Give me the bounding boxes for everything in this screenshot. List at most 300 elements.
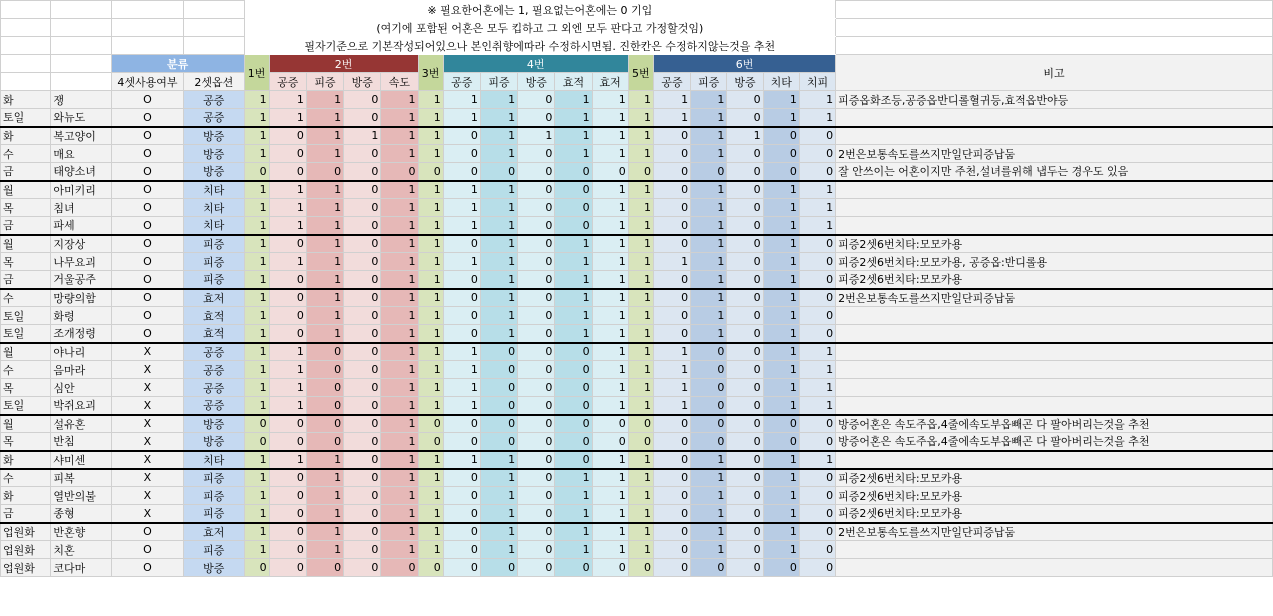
day-cell[interactable]: 목	[1, 253, 51, 271]
value-cell[interactable]: 0	[727, 253, 763, 271]
value-cell[interactable]: 1	[306, 469, 343, 487]
value-cell[interactable]: 1	[555, 289, 592, 307]
soul-name-cell[interactable]: 음마라	[51, 361, 111, 379]
value-cell[interactable]: 1	[418, 505, 443, 523]
day-cell[interactable]: 금	[1, 163, 51, 181]
value-cell[interactable]: 0	[763, 433, 799, 451]
value-cell[interactable]: 0	[592, 559, 628, 577]
value-cell[interactable]: 0	[628, 415, 653, 433]
value-cell[interactable]: 1	[763, 541, 799, 559]
value-cell[interactable]: 0	[480, 163, 517, 181]
blank-cell[interactable]	[111, 37, 183, 55]
value-cell[interactable]: 0	[592, 163, 628, 181]
value-cell[interactable]: 0	[653, 217, 690, 235]
value-cell[interactable]: 0	[443, 235, 480, 253]
value-cell[interactable]: 1	[381, 397, 418, 415]
value-cell[interactable]: 1	[244, 253, 269, 271]
value-cell[interactable]: 1	[381, 469, 418, 487]
value-cell[interactable]: 0	[653, 289, 690, 307]
value-cell[interactable]: 1	[628, 289, 653, 307]
value-cell[interactable]: 1	[269, 343, 306, 361]
value-cell[interactable]: 0	[727, 199, 763, 217]
day-cell[interactable]: 금	[1, 217, 51, 235]
opt2-cell[interactable]: 방증	[184, 145, 244, 163]
blank-cell[interactable]	[184, 1, 244, 19]
header-g6-sub[interactable]: 공증	[653, 73, 690, 91]
value-cell[interactable]: 1	[244, 271, 269, 289]
opt2-cell[interactable]: 피증	[184, 253, 244, 271]
value-cell[interactable]: 1	[244, 469, 269, 487]
value-cell[interactable]: 0	[727, 343, 763, 361]
value-cell[interactable]: 0	[799, 127, 835, 145]
set4-cell[interactable]: O	[111, 217, 183, 235]
value-cell[interactable]: 1	[480, 109, 517, 127]
value-cell[interactable]: 1	[592, 451, 628, 469]
value-cell[interactable]: 0	[306, 379, 343, 397]
set4-cell[interactable]: X	[111, 469, 183, 487]
opt2-cell[interactable]: 공증	[184, 109, 244, 127]
value-cell[interactable]: 0	[799, 145, 835, 163]
blank-cell[interactable]	[51, 55, 111, 73]
value-cell[interactable]: 0	[727, 271, 763, 289]
remark-cell[interactable]: 피증2셋6번치타:모모카용	[836, 469, 1273, 487]
value-cell[interactable]: 1	[691, 505, 727, 523]
value-cell[interactable]: 0	[691, 343, 727, 361]
soul-name-cell[interactable]: 쟁	[51, 91, 111, 109]
value-cell[interactable]: 1	[799, 361, 835, 379]
value-cell[interactable]: 0	[269, 523, 306, 541]
value-cell[interactable]: 1	[306, 127, 343, 145]
remark-cell[interactable]	[836, 325, 1273, 343]
value-cell[interactable]: 1	[480, 145, 517, 163]
value-cell[interactable]: 1	[628, 235, 653, 253]
value-cell[interactable]: 1	[555, 253, 592, 271]
value-cell[interactable]: 0	[555, 451, 592, 469]
value-cell[interactable]: 1	[592, 253, 628, 271]
value-cell[interactable]: 1	[592, 325, 628, 343]
value-cell[interactable]: 1	[418, 289, 443, 307]
value-cell[interactable]: 0	[653, 433, 690, 451]
value-cell[interactable]: 1	[799, 343, 835, 361]
opt2-cell[interactable]: 공증	[184, 343, 244, 361]
value-cell[interactable]: 1	[418, 271, 443, 289]
value-cell[interactable]: 1	[381, 361, 418, 379]
value-cell[interactable]: 0	[269, 415, 306, 433]
value-cell[interactable]: 1	[653, 361, 690, 379]
header-group-5[interactable]: 5번	[628, 55, 653, 91]
value-cell[interactable]: 1	[269, 199, 306, 217]
value-cell[interactable]: 0	[443, 163, 480, 181]
value-cell[interactable]: 1	[480, 487, 517, 505]
soul-name-cell[interactable]: 태양소녀	[51, 163, 111, 181]
value-cell[interactable]: 1	[763, 307, 799, 325]
value-cell[interactable]: 0	[518, 235, 555, 253]
header-group-3[interactable]: 3번	[418, 55, 443, 91]
soul-name-cell[interactable]: 거울공주	[51, 271, 111, 289]
value-cell[interactable]: 0	[727, 559, 763, 577]
value-cell[interactable]: 0	[653, 271, 690, 289]
note-line-2[interactable]: (여기에 포함된 어혼은 모두 킵하고 그 외엔 모두 판다고 가정할것임)	[244, 19, 836, 37]
value-cell[interactable]: 1	[628, 91, 653, 109]
value-cell[interactable]: 0	[480, 397, 517, 415]
value-cell[interactable]: 0	[269, 127, 306, 145]
header-group-1[interactable]: 1번	[244, 55, 269, 91]
value-cell[interactable]: 0	[306, 163, 343, 181]
blank-cell[interactable]	[111, 1, 183, 19]
day-cell[interactable]: 수	[1, 361, 51, 379]
value-cell[interactable]: 0	[691, 559, 727, 577]
value-cell[interactable]: 1	[691, 199, 727, 217]
opt2-cell[interactable]: 피증	[184, 505, 244, 523]
blank-cell[interactable]	[184, 19, 244, 37]
value-cell[interactable]: 0	[727, 325, 763, 343]
value-cell[interactable]: 0	[518, 541, 555, 559]
value-cell[interactable]: 0	[518, 397, 555, 415]
opt2-cell[interactable]: 치타	[184, 181, 244, 199]
value-cell[interactable]: 0	[727, 361, 763, 379]
value-cell[interactable]: 0	[418, 415, 443, 433]
value-cell[interactable]: 0	[763, 415, 799, 433]
value-cell[interactable]: 1	[763, 271, 799, 289]
value-cell[interactable]: 1	[418, 253, 443, 271]
value-cell[interactable]: 0	[799, 469, 835, 487]
value-cell[interactable]: 1	[628, 127, 653, 145]
soul-name-cell[interactable]: 지장상	[51, 235, 111, 253]
value-cell[interactable]: 1	[592, 181, 628, 199]
value-cell[interactable]: 1	[763, 181, 799, 199]
set4-cell[interactable]: X	[111, 361, 183, 379]
value-cell[interactable]: 1	[381, 343, 418, 361]
value-cell[interactable]: 1	[592, 469, 628, 487]
value-cell[interactable]: 1	[269, 181, 306, 199]
remark-cell[interactable]	[836, 199, 1273, 217]
value-cell[interactable]: 0	[344, 271, 381, 289]
remark-cell[interactable]	[836, 307, 1273, 325]
value-cell[interactable]: 1	[480, 325, 517, 343]
value-cell[interactable]: 1	[244, 181, 269, 199]
value-cell[interactable]: 0	[306, 559, 343, 577]
set4-cell[interactable]: X	[111, 415, 183, 433]
value-cell[interactable]: 0	[653, 451, 690, 469]
value-cell[interactable]: 1	[244, 217, 269, 235]
value-cell[interactable]: 0	[799, 559, 835, 577]
value-cell[interactable]: 0	[480, 379, 517, 397]
blank-cell[interactable]	[184, 37, 244, 55]
value-cell[interactable]: 0	[518, 217, 555, 235]
value-cell[interactable]: 1	[443, 199, 480, 217]
value-cell[interactable]: 0	[306, 361, 343, 379]
value-cell[interactable]: 0	[480, 433, 517, 451]
value-cell[interactable]: 1	[381, 91, 418, 109]
value-cell[interactable]: 0	[244, 559, 269, 577]
value-cell[interactable]: 1	[418, 235, 443, 253]
value-cell[interactable]: 1	[555, 235, 592, 253]
blank-cell[interactable]	[836, 1, 1273, 19]
value-cell[interactable]: 1	[443, 451, 480, 469]
value-cell[interactable]: 1	[306, 145, 343, 163]
value-cell[interactable]: 0	[443, 307, 480, 325]
value-cell[interactable]: 1	[381, 217, 418, 235]
value-cell[interactable]: 0	[653, 505, 690, 523]
value-cell[interactable]: 1	[518, 127, 555, 145]
value-cell[interactable]: 1	[628, 109, 653, 127]
blank-cell[interactable]	[111, 19, 183, 37]
value-cell[interactable]: 0	[727, 145, 763, 163]
value-cell[interactable]: 0	[653, 181, 690, 199]
value-cell[interactable]: 0	[763, 163, 799, 181]
value-cell[interactable]: 0	[799, 307, 835, 325]
value-cell[interactable]: 0	[653, 127, 690, 145]
value-cell[interactable]: 0	[555, 343, 592, 361]
value-cell[interactable]: 1	[381, 505, 418, 523]
value-cell[interactable]: 0	[443, 505, 480, 523]
blank-cell[interactable]	[1, 19, 51, 37]
value-cell[interactable]: 0	[518, 343, 555, 361]
value-cell[interactable]: 1	[381, 199, 418, 217]
value-cell[interactable]: 0	[269, 325, 306, 343]
value-cell[interactable]: 1	[628, 325, 653, 343]
value-cell[interactable]: 1	[628, 181, 653, 199]
value-cell[interactable]: 1	[555, 505, 592, 523]
value-cell[interactable]: 1	[763, 523, 799, 541]
blank-cell[interactable]	[1, 37, 51, 55]
remark-cell[interactable]: 2번은보통속도를쓰지만일단피증납둠	[836, 289, 1273, 307]
value-cell[interactable]: 0	[306, 433, 343, 451]
value-cell[interactable]: 1	[480, 181, 517, 199]
value-cell[interactable]: 0	[381, 163, 418, 181]
set4-cell[interactable]: O	[111, 289, 183, 307]
value-cell[interactable]: 1	[691, 109, 727, 127]
value-cell[interactable]: 1	[381, 109, 418, 127]
day-cell[interactable]: 토일	[1, 397, 51, 415]
header-group-2[interactable]: 2번	[269, 55, 418, 73]
value-cell[interactable]: 1	[628, 451, 653, 469]
value-cell[interactable]: 1	[244, 307, 269, 325]
value-cell[interactable]: 0	[443, 289, 480, 307]
day-cell[interactable]: 업원화	[1, 541, 51, 559]
value-cell[interactable]: 0	[653, 307, 690, 325]
opt2-cell[interactable]: 효적	[184, 325, 244, 343]
value-cell[interactable]: 1	[691, 487, 727, 505]
value-cell[interactable]: 1	[628, 487, 653, 505]
header-set4[interactable]: 4셋사용여부	[111, 73, 183, 91]
soul-name-cell[interactable]: 와뉴도	[51, 109, 111, 127]
day-cell[interactable]: 화	[1, 127, 51, 145]
value-cell[interactable]: 1	[381, 523, 418, 541]
soul-name-cell[interactable]: 코다마	[51, 559, 111, 577]
value-cell[interactable]: 0	[443, 433, 480, 451]
opt2-cell[interactable]: 방증	[184, 127, 244, 145]
value-cell[interactable]: 1	[269, 253, 306, 271]
value-cell[interactable]: 0	[381, 559, 418, 577]
opt2-cell[interactable]: 공증	[184, 397, 244, 415]
value-cell[interactable]: 0	[727, 415, 763, 433]
value-cell[interactable]: 0	[518, 451, 555, 469]
value-cell[interactable]: 1	[592, 217, 628, 235]
value-cell[interactable]: 1	[628, 523, 653, 541]
value-cell[interactable]: 0	[691, 397, 727, 415]
header-g4-sub[interactable]: 피증	[480, 73, 517, 91]
opt2-cell[interactable]: 방증	[184, 559, 244, 577]
value-cell[interactable]: 1	[344, 127, 381, 145]
opt2-cell[interactable]: 치타	[184, 451, 244, 469]
value-cell[interactable]: 0	[344, 559, 381, 577]
opt2-cell[interactable]: 효저	[184, 523, 244, 541]
value-cell[interactable]: 0	[344, 253, 381, 271]
value-cell[interactable]: 0	[653, 145, 690, 163]
value-cell[interactable]: 0	[727, 505, 763, 523]
value-cell[interactable]: 1	[691, 289, 727, 307]
value-cell[interactable]: 0	[518, 523, 555, 541]
set4-cell[interactable]: X	[111, 487, 183, 505]
value-cell[interactable]: 1	[306, 271, 343, 289]
soul-name-cell[interactable]: 화령	[51, 307, 111, 325]
remark-cell[interactable]	[836, 379, 1273, 397]
value-cell[interactable]: 1	[592, 505, 628, 523]
value-cell[interactable]: 1	[592, 343, 628, 361]
value-cell[interactable]: 1	[691, 253, 727, 271]
value-cell[interactable]: 1	[480, 253, 517, 271]
value-cell[interactable]: 0	[344, 217, 381, 235]
value-cell[interactable]: 1	[244, 109, 269, 127]
value-cell[interactable]: 1	[763, 397, 799, 415]
value-cell[interactable]: 0	[269, 145, 306, 163]
value-cell[interactable]: 1	[555, 523, 592, 541]
value-cell[interactable]: 1	[381, 415, 418, 433]
value-cell[interactable]: 1	[480, 451, 517, 469]
day-cell[interactable]: 목	[1, 433, 51, 451]
header-g4-sub[interactable]: 공증	[443, 73, 480, 91]
value-cell[interactable]: 1	[418, 109, 443, 127]
value-cell[interactable]: 0	[691, 433, 727, 451]
value-cell[interactable]: 0	[799, 433, 835, 451]
value-cell[interactable]: 0	[799, 505, 835, 523]
value-cell[interactable]: 1	[763, 469, 799, 487]
value-cell[interactable]: 0	[653, 325, 690, 343]
value-cell[interactable]: 1	[269, 361, 306, 379]
value-cell[interactable]: 0	[555, 433, 592, 451]
value-cell[interactable]: 0	[418, 433, 443, 451]
value-cell[interactable]: 1	[269, 397, 306, 415]
opt2-cell[interactable]: 피증	[184, 469, 244, 487]
value-cell[interactable]: 0	[555, 379, 592, 397]
value-cell[interactable]: 0	[443, 487, 480, 505]
value-cell[interactable]: 1	[763, 325, 799, 343]
remark-cell[interactable]: 방증어혼은 속도주옵,4줄에속도부옵빼곤 다 팔아버리는것을 추천	[836, 415, 1273, 433]
value-cell[interactable]: 1	[306, 91, 343, 109]
value-cell[interactable]: 0	[269, 469, 306, 487]
value-cell[interactable]: 1	[244, 127, 269, 145]
value-cell[interactable]: 0	[691, 163, 727, 181]
value-cell[interactable]: 1	[480, 127, 517, 145]
header-g4-sub[interactable]: 효저	[592, 73, 628, 91]
day-cell[interactable]: 토일	[1, 109, 51, 127]
value-cell[interactable]: 1	[691, 181, 727, 199]
value-cell[interactable]: 1	[306, 325, 343, 343]
note-line-1[interactable]: ※ 필요한어혼에는 1, 필요없는어혼에는 0 기입	[244, 1, 836, 19]
value-cell[interactable]: 0	[518, 109, 555, 127]
value-cell[interactable]: 0	[480, 559, 517, 577]
value-cell[interactable]: 0	[727, 163, 763, 181]
set4-cell[interactable]: O	[111, 253, 183, 271]
value-cell[interactable]: 1	[381, 181, 418, 199]
value-cell[interactable]: 0	[269, 559, 306, 577]
value-cell[interactable]: 0	[727, 181, 763, 199]
value-cell[interactable]: 1	[763, 217, 799, 235]
value-cell[interactable]: 0	[555, 199, 592, 217]
value-cell[interactable]: 1	[799, 379, 835, 397]
value-cell[interactable]: 0	[269, 487, 306, 505]
opt2-cell[interactable]: 방증	[184, 163, 244, 181]
opt2-cell[interactable]: 피증	[184, 541, 244, 559]
value-cell[interactable]: 1	[244, 199, 269, 217]
value-cell[interactable]: 0	[269, 433, 306, 451]
blank-cell[interactable]	[51, 37, 111, 55]
value-cell[interactable]: 0	[269, 541, 306, 559]
day-cell[interactable]: 화	[1, 487, 51, 505]
value-cell[interactable]: 1	[418, 199, 443, 217]
value-cell[interactable]: 0	[799, 235, 835, 253]
value-cell[interactable]: 0	[799, 289, 835, 307]
value-cell[interactable]: 1	[799, 217, 835, 235]
value-cell[interactable]: 1	[306, 253, 343, 271]
value-cell[interactable]: 1	[306, 487, 343, 505]
value-cell[interactable]: 1	[763, 451, 799, 469]
value-cell[interactable]: 0	[653, 559, 690, 577]
header-g6-sub[interactable]: 피증	[691, 73, 727, 91]
remark-cell[interactable]: 피증2셋6번치타:모모카용	[836, 505, 1273, 523]
value-cell[interactable]: 1	[763, 361, 799, 379]
value-cell[interactable]: 1	[628, 469, 653, 487]
value-cell[interactable]: 1	[628, 145, 653, 163]
soul-name-cell[interactable]: 복고양이	[51, 127, 111, 145]
value-cell[interactable]: 1	[691, 469, 727, 487]
value-cell[interactable]: 0	[727, 469, 763, 487]
value-cell[interactable]: 0	[727, 235, 763, 253]
value-cell[interactable]: 1	[592, 397, 628, 415]
value-cell[interactable]: 1	[418, 307, 443, 325]
day-cell[interactable]: 금	[1, 271, 51, 289]
value-cell[interactable]: 1	[418, 361, 443, 379]
value-cell[interactable]: 0	[555, 217, 592, 235]
value-cell[interactable]: 1	[628, 505, 653, 523]
blank-cell[interactable]	[1, 1, 51, 19]
day-cell[interactable]: 수	[1, 289, 51, 307]
value-cell[interactable]: 1	[418, 397, 443, 415]
value-cell[interactable]: 1	[691, 217, 727, 235]
value-cell[interactable]: 0	[344, 469, 381, 487]
header-g6-sub[interactable]: 치타	[763, 73, 799, 91]
value-cell[interactable]: 0	[727, 541, 763, 559]
value-cell[interactable]: 1	[244, 379, 269, 397]
value-cell[interactable]: 0	[244, 433, 269, 451]
day-cell[interactable]: 업원화	[1, 523, 51, 541]
remark-cell[interactable]: 피증옵화조등,공증옵반디롤혈귀등,효적옵반야등	[836, 91, 1273, 109]
value-cell[interactable]: 1	[269, 91, 306, 109]
opt2-cell[interactable]: 피증	[184, 487, 244, 505]
day-cell[interactable]: 수	[1, 145, 51, 163]
header-g2-sub[interactable]: 속도	[381, 73, 418, 91]
value-cell[interactable]: 1	[306, 307, 343, 325]
remark-cell[interactable]	[836, 217, 1273, 235]
value-cell[interactable]: 0	[344, 289, 381, 307]
soul-name-cell[interactable]: 파세	[51, 217, 111, 235]
value-cell[interactable]: 1	[480, 271, 517, 289]
header-g4-sub[interactable]: 효적	[555, 73, 592, 91]
value-cell[interactable]: 1	[381, 433, 418, 451]
value-cell[interactable]: 1	[592, 271, 628, 289]
value-cell[interactable]: 1	[727, 127, 763, 145]
